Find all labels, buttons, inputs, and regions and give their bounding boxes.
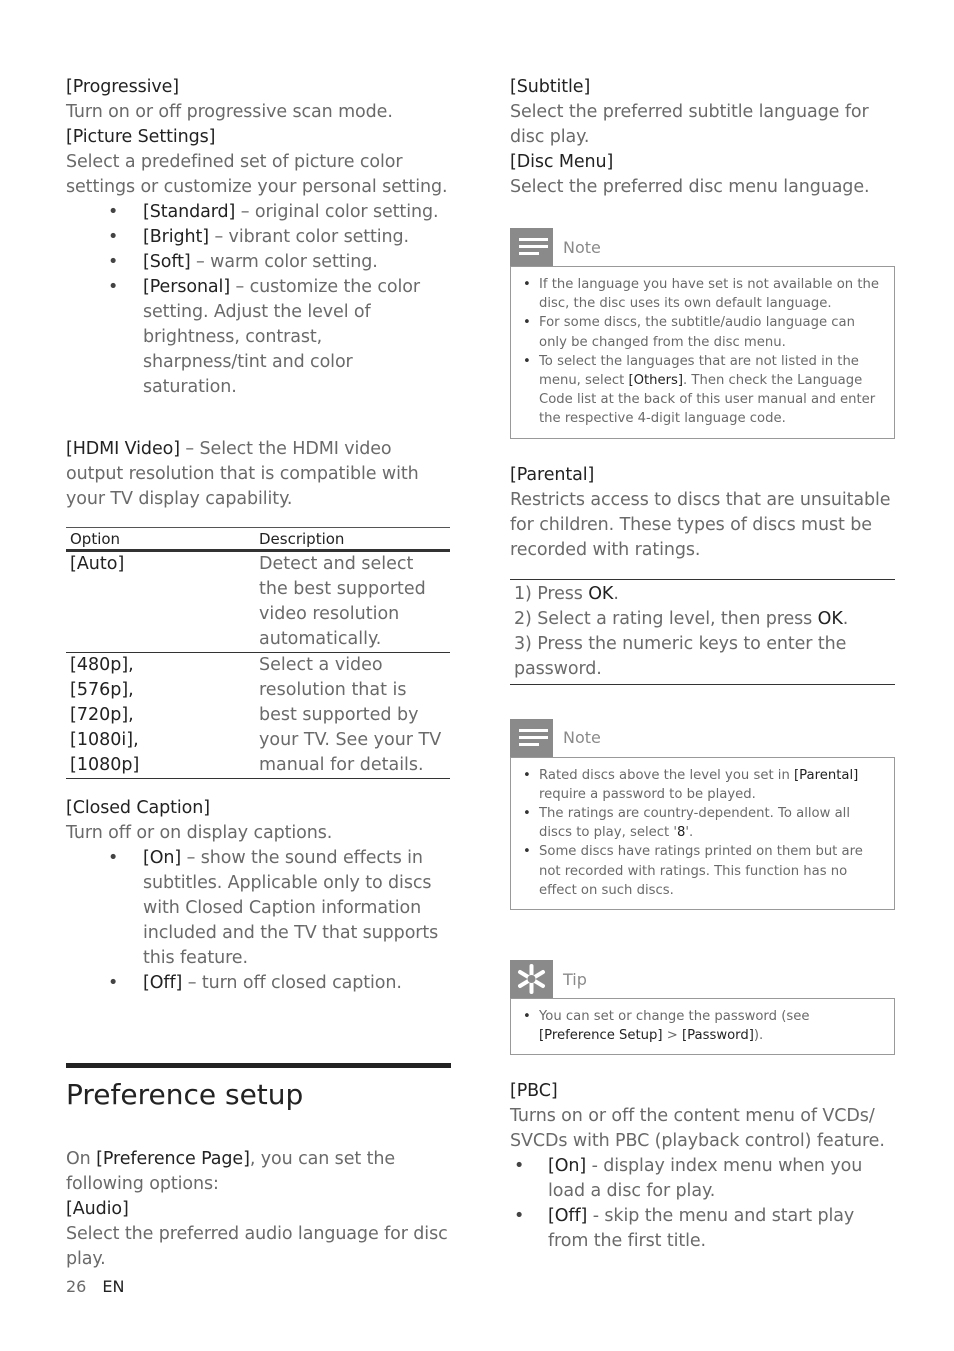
note-text: The ratings are country-dependent. To allow all discs to play, select ' [539,806,850,841]
audio-description: Select the preferred audio language for disc play. [66,1224,448,1269]
note-item [521,313,880,351]
option-key: [Bright] [143,227,209,247]
step-text: . [613,583,619,604]
note-item [521,766,880,804]
note-item [521,842,880,900]
note-icon [510,719,553,757]
subtitle-heading: [Subtitle] [510,77,591,97]
note-box-language [510,228,895,439]
option-text: – turn off closed caption. [182,973,402,993]
page-number: 26 [66,1277,87,1296]
table-cell-option [66,551,255,653]
tip-text: > [662,1028,682,1044]
option-text: – customize the color setting. Adjust the level of brightness, contrast, sharpness/tint and color saturation. [143,277,420,397]
note-text: To select the languages that are not listed in the menu, select [539,353,859,389]
note-header [510,228,895,266]
step-item [514,632,891,682]
preference-page-key: [Preference Page] [96,1149,250,1169]
note-item [521,275,880,313]
hdmi-video-text: – Select the HDMI video output resolution that is compatible with your TV display capability. [66,439,419,509]
pbc-description: Turns on or off the content menu of VCDs/ SVCDs with PBC (playback control) feature. [510,1106,885,1152]
list-item [66,275,451,400]
note-item [521,1007,880,1045]
note-text: . Then check the Language Code list at the back of this user manual and enter the respective 4-digit language code. [539,373,876,427]
note-item [521,352,880,429]
bullet-icon: • [514,1156,525,1177]
hdmi-video-paragraph [66,437,451,512]
note-box-parental [510,719,895,910]
language-code: EN [102,1277,125,1296]
option-text: - display index menu when you load a disc for play. [548,1156,863,1202]
picture-settings-description: Select a predefined set of picture color settings or customize your personal setting. [66,152,448,197]
tip-label: Tip [563,969,587,989]
step-item [514,607,891,632]
table-cell-option: [480p], [576p], [720p], [1080i], [1080p] [66,653,255,779]
intro-post: , you can set the following options: [66,1149,396,1194]
parental-steps [510,579,895,685]
tip-key: [Preference Setup] [539,1028,663,1044]
picture-settings-list [66,200,451,400]
note-header [510,719,895,757]
note-item [521,804,880,842]
list-item [510,1204,895,1254]
bullet-icon: • [523,1009,531,1025]
option-text: - skip the menu and start play from the first title. [548,1206,855,1252]
bullet-icon: • [514,1206,525,1227]
table-header-description: Description [255,528,450,551]
left-column [66,75,451,1272]
option-value: [720p] [70,705,129,725]
bullet-icon: • [523,315,531,331]
step-key: OK [817,608,843,629]
list-item [66,250,451,275]
table-cell-description: Select a video resolution that is best supported by your TV. See your TV manual for details. [255,653,450,779]
parental-description: Restricts access to discs that are unsuitable for children. These types of discs must be recorded with ratings. [510,489,891,560]
bullet-icon: • [108,848,119,868]
bullet-icon: • [523,844,531,860]
intro-pre: On [66,1149,97,1169]
option-text: – show the sound effects in subtitles. Applicable only to discs with Closed Caption information included and the TV that supports this feature. [143,848,439,968]
option-text: – original color setting. [235,202,439,222]
closed-caption-description: Turn off or on display captions. [66,823,333,843]
option-value: [576p] [70,680,129,700]
option-key: [Standard] [143,202,236,222]
tip-text: You can set or change the password (see [539,1009,810,1025]
audio-heading: [Audio] [66,1199,129,1219]
note-content [510,266,895,439]
option-value: [Auto] [70,554,125,574]
bullet-icon: • [523,806,531,822]
table-header-option: Option [66,528,255,551]
bullet-icon: • [108,202,119,222]
tip-box-password [510,960,895,1055]
bullet-icon: • [523,353,531,369]
closed-caption-list [66,846,451,996]
list-item [66,971,451,996]
option-key: [Soft] [143,252,191,272]
list-item [66,225,451,250]
note-text: Some discs have ratings printed on them but are not recorded with ratings. This function has no effect on such discs. [539,844,863,898]
note-text: Rated discs above the level you set in [539,767,795,783]
disc-menu-description: Select the preferred disc menu language. [510,177,870,197]
picture-settings-heading: [Picture Settings] [66,127,216,147]
note-text: If the language you have set is not available on the disc, the disc uses its own default language. [539,277,879,312]
step-text: . [842,608,849,629]
option-value: [1080i] [70,730,134,750]
option-text: – vibrant color setting. [208,227,410,247]
pbc-heading: [PBC] [510,1081,558,1102]
bullet-icon: • [108,227,119,247]
section-title: Preference setup [66,1078,304,1111]
disc-menu-heading: [Disc Menu] [510,152,614,172]
note-key: [Others] [628,373,684,389]
bullet-icon: • [108,973,119,993]
option-text: – warm color setting. [190,252,378,272]
parental-heading: [Parental] [510,464,595,485]
tip-header [510,960,895,998]
preference-intro [66,1147,451,1197]
option-key: [Personal] [143,277,231,297]
option-key: [On] [548,1156,587,1177]
right-column [510,75,895,1254]
list-item [510,1154,895,1204]
step-item [514,582,891,607]
note-text: For some discs, the subtitle/audio language can only be changed from the disc menu. [539,315,855,350]
option-key: [Off] [548,1206,588,1227]
note-label: Note [563,728,601,748]
hdmi-options-table [66,527,450,779]
step-text: 3) Press the numeric keys to enter the password. [514,633,847,679]
pbc-list [510,1154,895,1254]
bullet-icon: • [108,252,119,272]
bullet-icon: • [523,767,531,783]
progressive-description: Turn on or off progressive scan mode. [66,102,393,122]
table-row [66,551,450,653]
option-value: [480p] [70,655,129,675]
closed-caption-heading: [Closed Caption] [66,798,210,818]
option-key: [Off] [143,973,183,993]
note-text: '. [685,825,694,841]
note-text: require a password to be played. [539,786,756,802]
option-key: [On] [143,848,182,868]
subtitle-description: Select the preferred subtitle language for disc play. [510,102,869,147]
preference-setup-section [66,1063,451,1112]
tip-content [510,998,895,1055]
tip-icon [510,960,553,998]
step-key: OK [588,583,614,604]
bullet-icon: • [523,277,531,292]
note-icon [510,228,553,266]
progressive-heading: [Progressive] [66,77,180,97]
step-text: 1) Press [514,583,589,604]
step-text: 2) Select a rating level, then press [514,608,818,629]
option-value: [1080p] [70,755,140,775]
tip-text: ). [753,1028,764,1044]
table-row [66,653,450,779]
hdmi-video-key: [HDMI Video] [66,439,180,459]
note-label: Note [563,237,601,257]
list-item [66,200,451,225]
table-cell-description: Detect and select the best supported video resolution automatically. [255,551,450,653]
note-key: 8 [676,825,686,841]
note-content [510,757,895,910]
list-item [66,846,451,971]
note-key: [Parental] [794,767,859,783]
page-footer [66,1277,124,1296]
bullet-icon: • [108,277,119,297]
tip-key: [Password] [682,1028,754,1044]
